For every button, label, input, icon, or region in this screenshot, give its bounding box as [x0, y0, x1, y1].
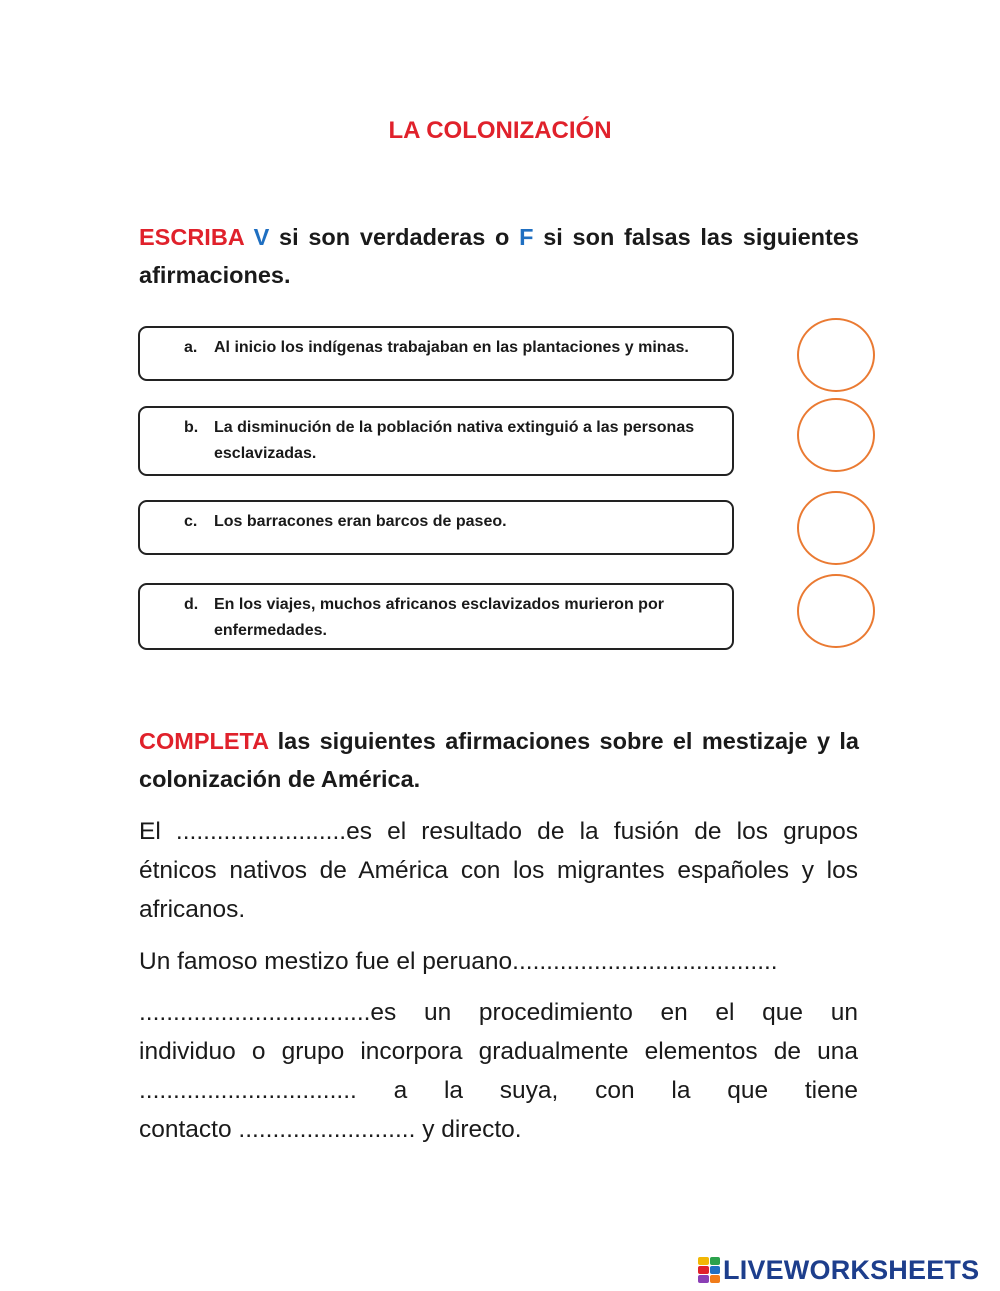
paragraph-aculturacion-line-3: ................................ a la suya, con la que tiene: [139, 1077, 858, 1104]
logo-square: [698, 1275, 709, 1283]
completion-heading-text: las siguientes afirmaciones sobre el mestizaje y la colonización de América.: [139, 728, 859, 792]
statement-text: La disminución de la población nativa extinguió a las personas esclavizadas.: [214, 419, 695, 462]
paragraph-aculturacion-line-4: contacto .......................... y directo.: [139, 1116, 522, 1143]
paragraph-famous-mestizo: Un famoso mestizo fue el peruano.......................................: [139, 948, 778, 975]
true-false-instruction: [139, 218, 859, 294]
statement-box-d: [138, 583, 734, 650]
completion-instruction: [139, 722, 859, 798]
logo-square: [698, 1257, 709, 1265]
page-title: LA COLONIZACIÓN: [388, 117, 612, 144]
instruction-text-end: si son falsas las siguientes afirmaciones.: [139, 224, 860, 288]
statement-text: Al inicio los indígenas trabajaban en las plantaciones y minas.: [214, 339, 689, 356]
liveworksheets-logo: [698, 1254, 979, 1286]
statement-box-b: [138, 406, 734, 476]
paragraph-aculturacion-line-1: ..................................es un procedimiento en el que un: [139, 999, 858, 1026]
liveworksheets-logo-icon: [698, 1257, 720, 1283]
answer-circle-d[interactable]: [797, 574, 875, 648]
instruction-text-mid: si son verdaderas o: [269, 224, 520, 250]
liveworksheets-logo-text: LIVEWORKSHEETS: [723, 1254, 980, 1285]
paragraph-mestizaje: El .........................es el resultado de la fusión de los grupos étnicos nativos de América con los migrantes españoles y los africanos.: [139, 818, 858, 923]
logo-square: [710, 1275, 721, 1283]
logo-square: [710, 1257, 721, 1265]
instruction-keyword-escriba: ESCRIBA: [139, 224, 244, 250]
statement-text: Los barracones eran barcos de paseo.: [214, 513, 507, 530]
answer-circle-b[interactable]: [797, 398, 875, 472]
instruction-letter-v: V: [253, 224, 270, 250]
statement-box-a: [138, 326, 734, 381]
statement-letter: d.: [184, 596, 199, 613]
statement-box-c: [138, 500, 734, 555]
logo-square: [710, 1266, 721, 1274]
statement-text: En los viajes, muchos africanos esclavizados murieron por enfermedades.: [214, 596, 664, 639]
statement-letter: c.: [184, 513, 198, 530]
instruction-keyword-completa: COMPLETA: [139, 728, 269, 754]
instruction-letter-f: F: [519, 224, 534, 250]
statement-letter: b.: [184, 419, 199, 436]
answer-circle-c[interactable]: [797, 491, 875, 565]
paragraph-aculturacion-line-2: individuo o grupo incorpora gradualmente elementos de una: [139, 1038, 858, 1065]
logo-square: [698, 1266, 709, 1274]
answer-circle-a[interactable]: [797, 318, 875, 392]
statement-letter: a.: [184, 339, 198, 356]
